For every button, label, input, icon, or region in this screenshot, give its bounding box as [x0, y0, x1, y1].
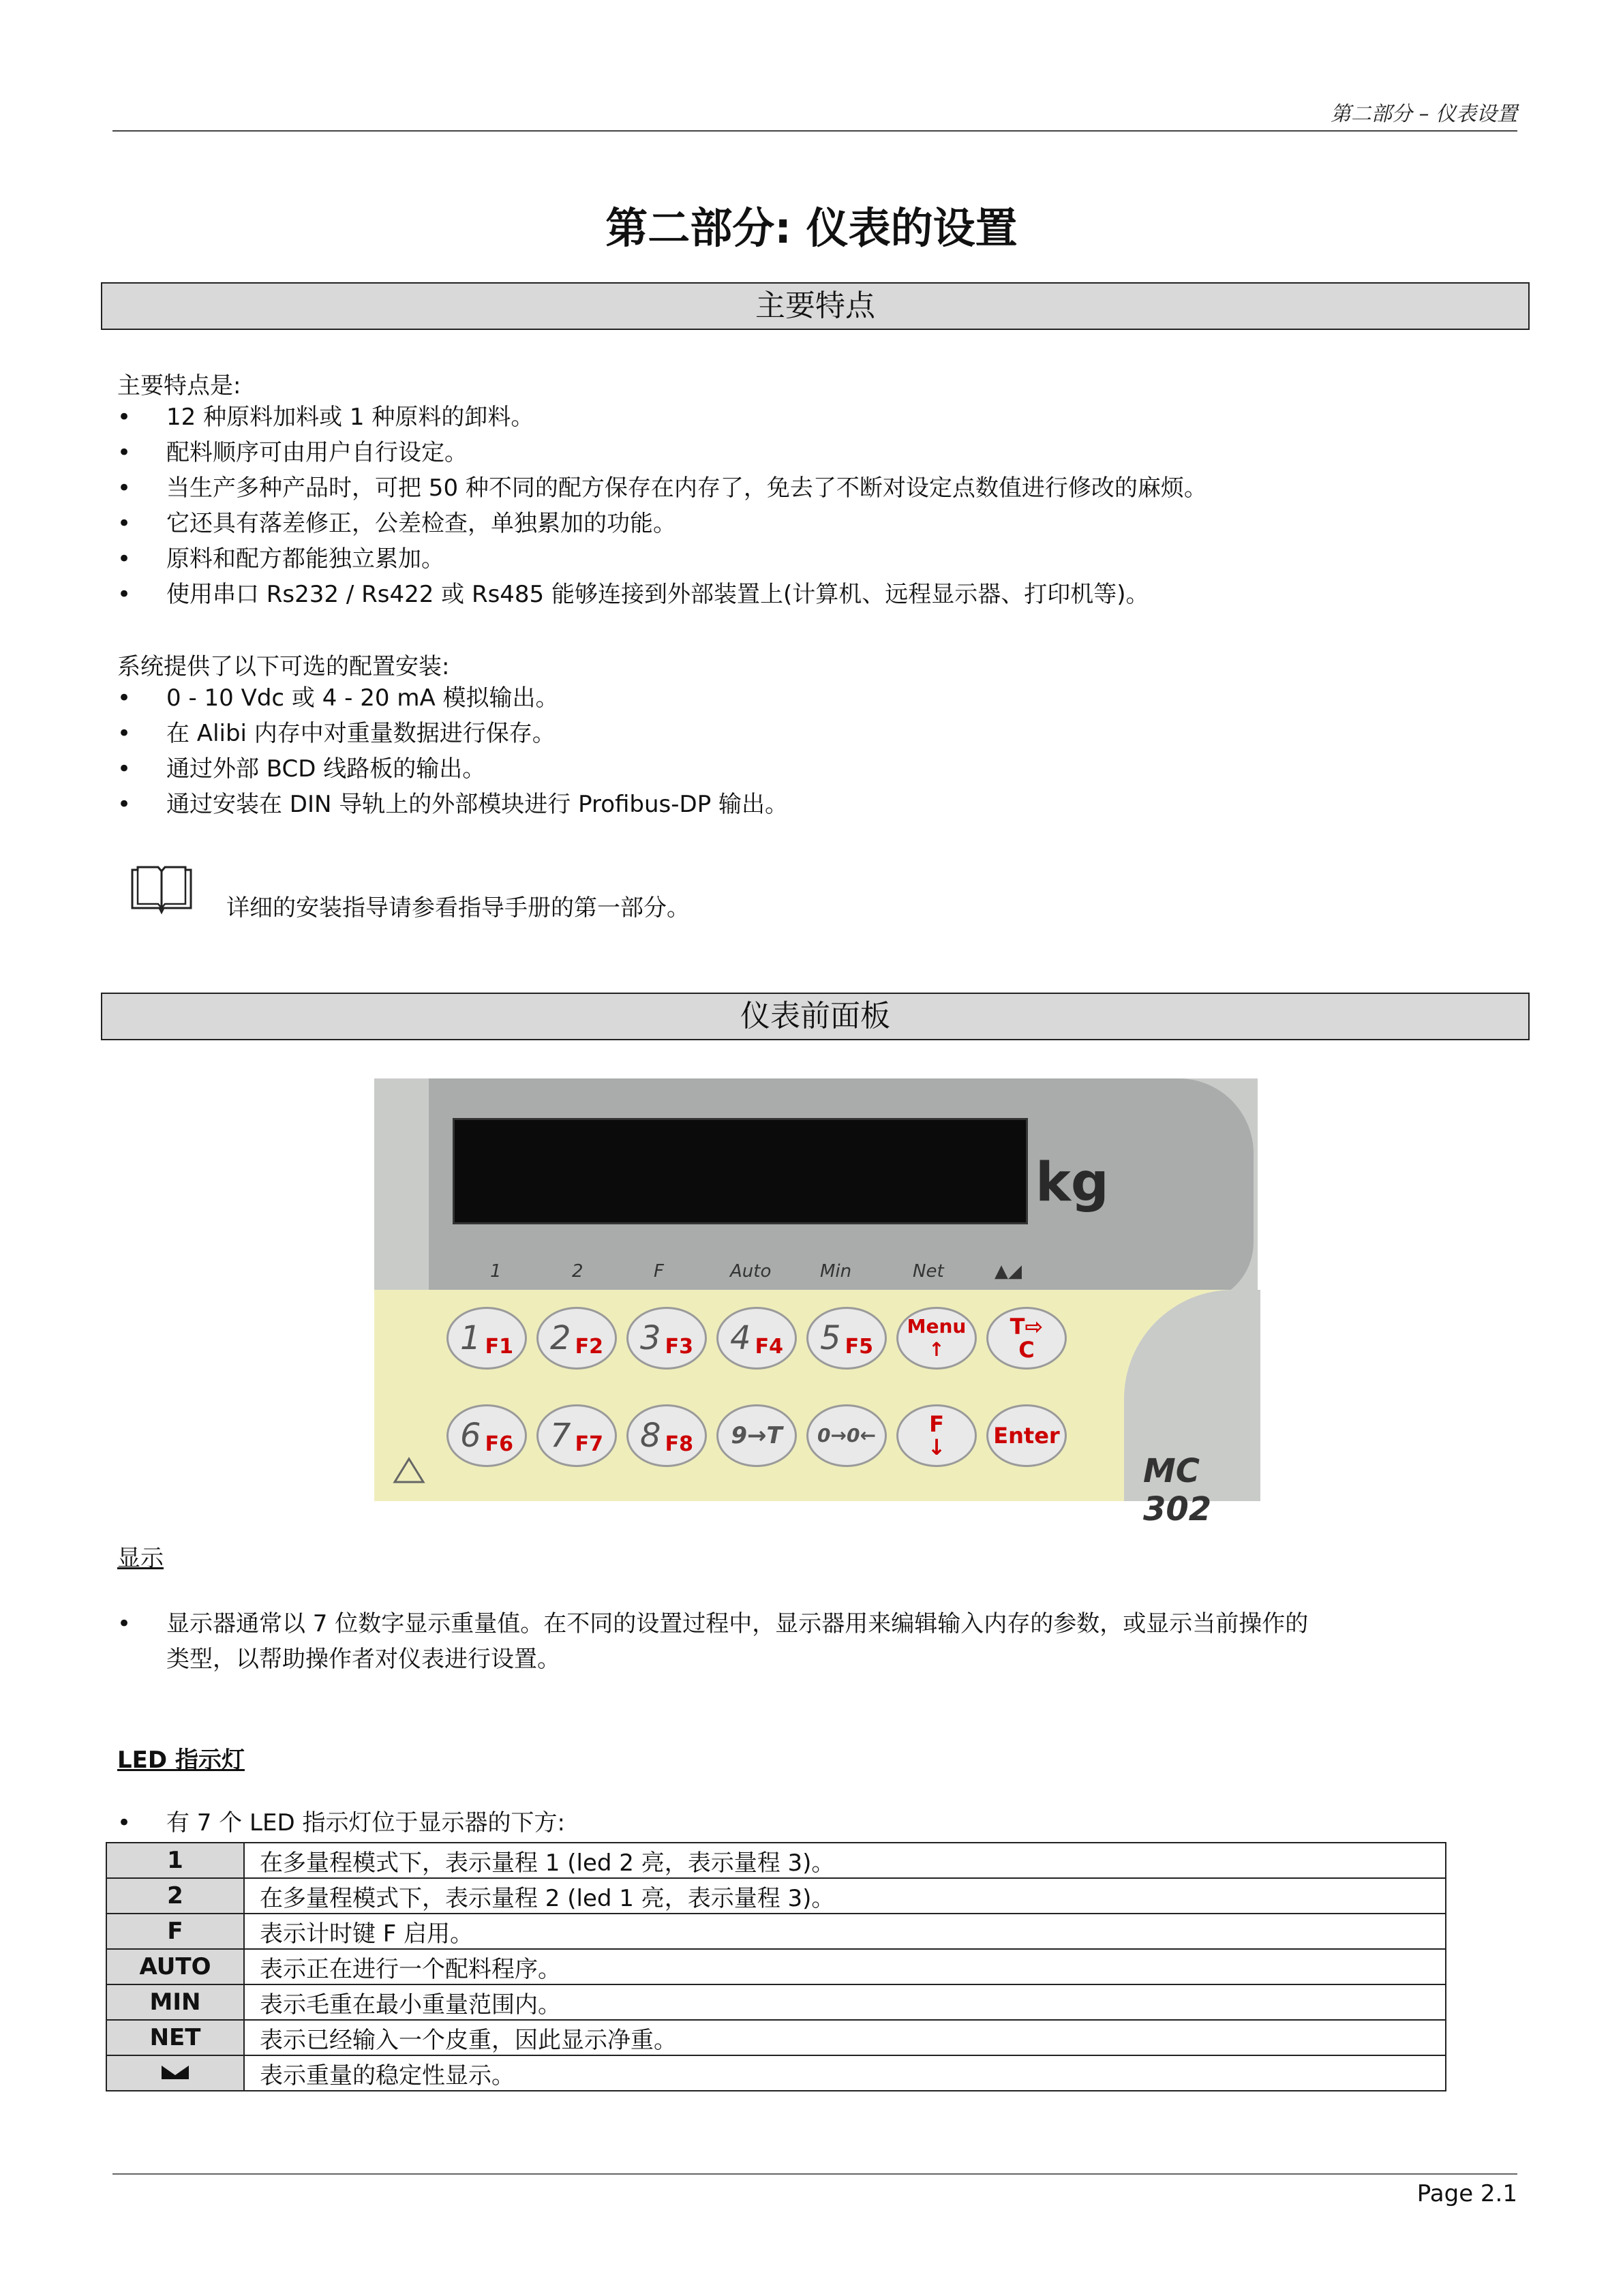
led-label-2: 2: [572, 1261, 583, 1282]
list-item: • 使用串口 Rs232 / Rs422 或 Rs485 能够连接到外部装置上(计算机、远程显示器、打印机等)。: [117, 577, 1207, 612]
key-0-zero[interactable]: 0→0←: [806, 1404, 887, 1467]
led-label-min: Min: [820, 1261, 852, 1282]
led-label-net: Net: [913, 1261, 944, 1282]
enter-key[interactable]: Enter: [986, 1404, 1067, 1467]
led-label-1: 1: [490, 1261, 502, 1282]
features-intro: 主要特点是:: [117, 372, 241, 399]
led-label-f: F: [654, 1261, 664, 1282]
table-row: 表示重量的稳定性显示。: [106, 2055, 1446, 2091]
features-list: [117, 399, 1207, 612]
running-head: 第二部分 – 仪表设置: [1330, 102, 1517, 126]
table-row: 2 在多量程模式下，表示量程 2 (led 1 亮，表示量程 3)。: [106, 1878, 1446, 1914]
display-heading: 显示: [117, 1545, 164, 1572]
header-rule: [112, 130, 1517, 132]
stability-icon: [160, 2064, 190, 2081]
list-item: • 原料和配方都能独立累加。: [117, 541, 1207, 577]
key-2-f2[interactable]: 2 F2: [536, 1307, 617, 1370]
table-row: MIN 表示毛重在最小重量范围内。: [106, 1984, 1446, 2020]
key-4-f4[interactable]: 4 F4: [716, 1307, 797, 1370]
warning-triangle-icon: [393, 1457, 425, 1484]
led-heading: LED 指示灯: [117, 1747, 245, 1774]
book-icon: [130, 864, 194, 913]
f-down-key[interactable]: F ↓: [896, 1404, 977, 1467]
front-panel-photo: [374, 1078, 1258, 1528]
list-item: • 显示器通常以 7 位数字显示重量值。在不同的设置过程中，显示器用来编辑输入内存的参数，或显示当前操作的 类型，以帮助操作者对仪表进行设置。: [117, 1606, 1308, 1677]
list-item: • 在 Alibi 内存中对重量数据进行保存。: [117, 716, 788, 751]
table-row: AUTO 表示正在进行一个配料程序。: [106, 1949, 1446, 1984]
section-band-front-panel: 仪表前面板: [101, 993, 1530, 1040]
list-item: • 配料顺序可由用户自行设定。: [117, 435, 1207, 470]
options-intro: 系统提供了以下可选的配置安装:: [117, 653, 450, 680]
display-list: [117, 1606, 1308, 1677]
list-item: • 当生产多种产品时，可把 50 种不同的配方保存在内存了，免去了不断对设定点数值进行修改的麻烦。: [117, 470, 1207, 506]
weight-display: [453, 1118, 1028, 1224]
section-band-main-features: 主要特点: [101, 282, 1530, 330]
list-item: • 它还具有落差修正，公差检查，单独累加的功能。: [117, 506, 1207, 541]
footer-rule: [112, 2173, 1517, 2175]
install-note: 详细的安装指导请参看指导手册的第一部分。: [226, 894, 690, 922]
led-label-stability: ▲◢: [995, 1261, 1022, 1282]
list-item: • 12 种原料加料或 1 种原料的卸料。: [117, 399, 1207, 435]
unit-label: kg: [1035, 1152, 1109, 1213]
tare-clear-key[interactable]: T⇨ C: [986, 1307, 1067, 1370]
key-9-tare[interactable]: 9→T: [716, 1404, 797, 1467]
led-table: [106, 1842, 1446, 2091]
key-5-f5[interactable]: 5 F5: [806, 1307, 887, 1370]
list-item: • 通过外部 BCD 线路板的输出。: [117, 751, 788, 787]
key-7-f7[interactable]: 7 F7: [536, 1404, 617, 1467]
page-title: 第二部分: 仪表的设置: [605, 203, 1018, 253]
model-label: MC 302: [1143, 1452, 1212, 1528]
key-8-f8[interactable]: 8 F8: [626, 1404, 707, 1467]
table-row: F 表示计时键 F 启用。: [106, 1914, 1446, 1949]
page-number: Page 2.1: [1416, 2180, 1517, 2207]
led-label-auto: Auto: [730, 1261, 772, 1282]
list-item: • 有 7 个 LED 指示灯位于显示器的下方:: [117, 1805, 565, 1841]
key-3-f3[interactable]: 3 F3: [626, 1307, 707, 1370]
led-intro-list: [117, 1805, 565, 1841]
key-6-f6[interactable]: 6 F6: [446, 1404, 527, 1467]
list-item: • 通过安装在 DIN 导轨上的外部模块进行 Profibus-DP 输出。: [117, 787, 788, 822]
menu-up-key[interactable]: Menu ↑: [896, 1307, 977, 1370]
list-item: • 0 - 10 Vdc 或 4 - 20 mA 模拟输出。: [117, 680, 788, 716]
key-1-f1[interactable]: 1 F1: [446, 1307, 527, 1370]
options-list: [117, 680, 788, 822]
table-row: 1 在多量程模式下，表示量程 1 (led 2 亮，表示量程 3)。: [106, 1843, 1446, 1878]
led-label-row: [490, 1261, 1090, 1283]
table-row: NET 表示已经输入一个皮重，因此显示净重。: [106, 2020, 1446, 2055]
